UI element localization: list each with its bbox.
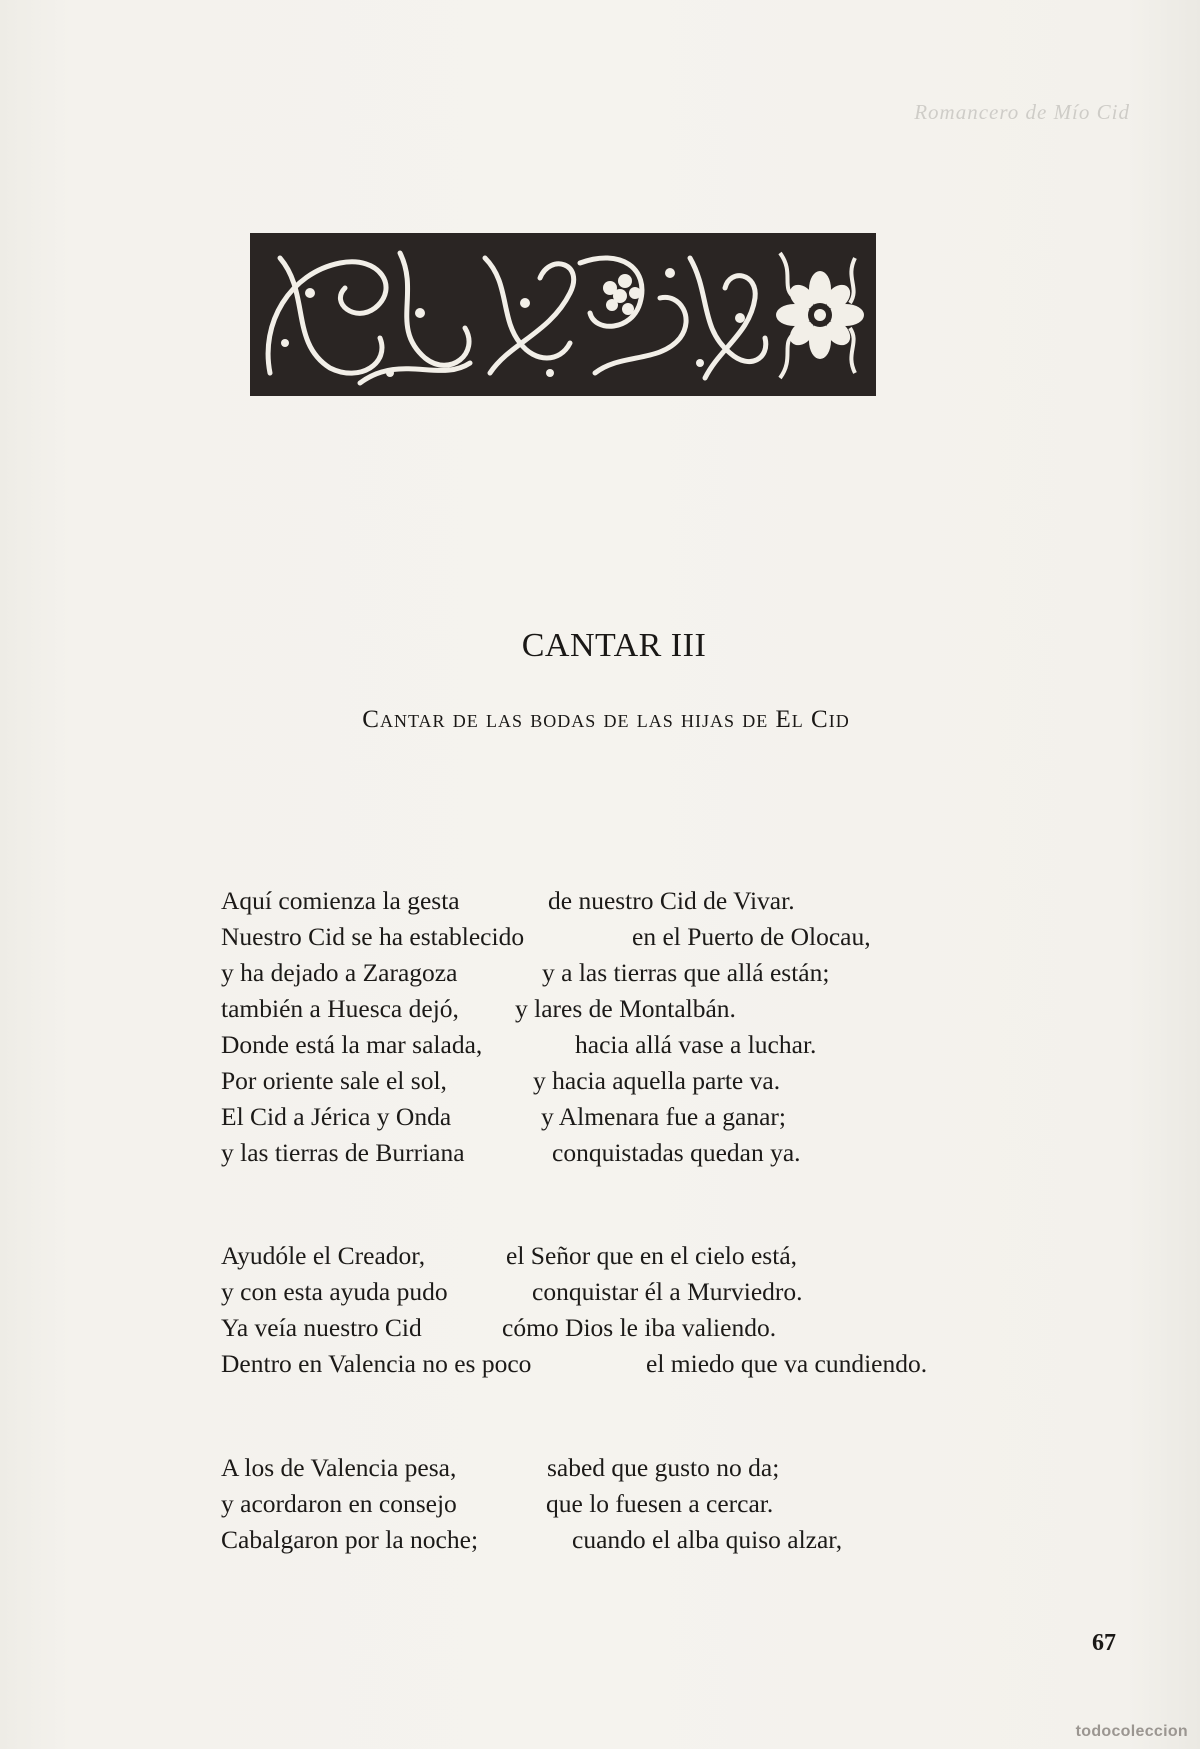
second-hemistich: en el Puerto de Olocau, xyxy=(632,922,871,951)
running-head: Romancero de Mío Cid xyxy=(914,100,1130,124)
first-hemistich: también a Huesca dejó, xyxy=(221,994,459,1023)
second-hemistich: cómo Dios le iba valiendo. xyxy=(502,1313,777,1342)
first-hemistich: Nuestro Cid se ha establecido xyxy=(221,922,525,951)
second-hemistich: y a las tierras que allá están; xyxy=(542,958,830,987)
page-number: 67 xyxy=(1092,1630,1116,1656)
first-hemistich: y ha dejado a Zaragoza xyxy=(221,958,458,987)
chapter-title: CANTAR III xyxy=(521,627,707,664)
first-hemistich: Donde está la mar salada, xyxy=(221,1030,483,1059)
second-hemistich: cuando el alba quiso alzar, xyxy=(572,1525,843,1554)
first-hemistich: Ya veía nuestro Cid xyxy=(221,1313,422,1342)
second-hemistich: sabed que gusto no da; xyxy=(547,1453,780,1482)
first-hemistich: Por oriente sale el sol, xyxy=(221,1066,447,1095)
first-hemistich: El Cid a Jérica y Onda xyxy=(221,1102,452,1131)
second-hemistich: y Almenara fue a ganar; xyxy=(541,1102,786,1131)
first-hemistich: Cabalgaron por la noche; xyxy=(221,1525,479,1554)
chapter-subtitle: Cantar de las bodas de las hijas de El Cid xyxy=(362,706,850,733)
first-hemistich: y acordaron en consejo xyxy=(221,1489,457,1518)
ornament-graphic xyxy=(250,233,876,396)
second-hemistich: conquistar él a Murviedro. xyxy=(532,1277,803,1306)
first-hemistich: y las tierras de Burriana xyxy=(221,1138,465,1167)
second-hemistich: de nuestro Cid de Vivar. xyxy=(548,886,795,915)
second-hemistich: y lares de Montalbán. xyxy=(515,994,736,1023)
first-hemistich: Dentro en Valencia no es poco xyxy=(221,1349,532,1378)
second-hemistich: que lo fuesen a cercar. xyxy=(546,1489,774,1518)
first-hemistich: Aquí comienza la gesta xyxy=(221,886,460,915)
first-hemistich: Ayudóle el Creador, xyxy=(221,1241,426,1270)
first-hemistich: A los de Valencia pesa, xyxy=(221,1453,457,1482)
first-hemistich: y con esta ayuda pudo xyxy=(221,1277,448,1306)
second-hemistich: el Señor que en el cielo está, xyxy=(506,1241,798,1270)
second-hemistich: y hacia aquella parte va. xyxy=(533,1066,781,1095)
floral-woodcut-ornament xyxy=(250,233,876,396)
second-hemistich: el miedo que va cundiendo. xyxy=(646,1349,928,1378)
second-hemistich: hacia allá vase a luchar. xyxy=(575,1030,817,1059)
watermark-text: todocoleccion xyxy=(1075,1723,1188,1740)
second-hemistich: conquistadas quedan ya. xyxy=(552,1138,801,1167)
